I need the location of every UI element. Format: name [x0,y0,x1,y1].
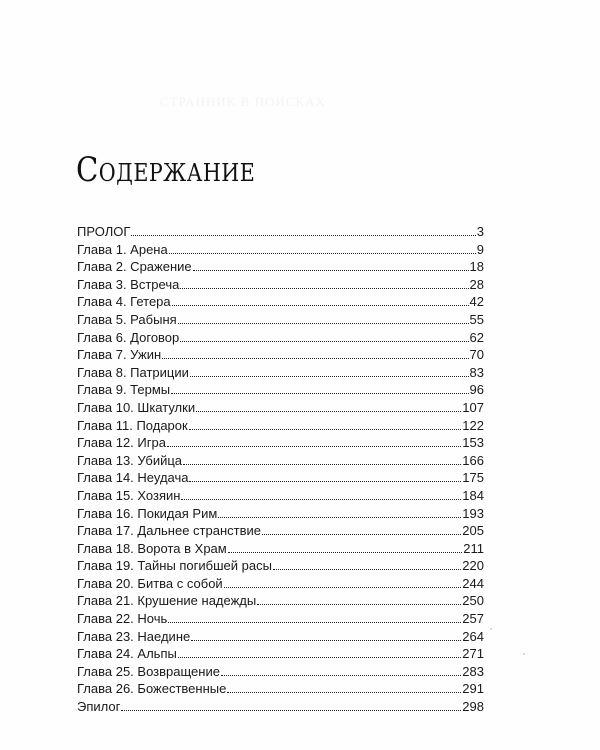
dot-leader [193,270,469,271]
toc-entry-title: Глава 21. Крушение надежды [77,593,257,609]
toc-entry [77,487,484,505]
toc-entry-title: Глава 13. Убийца [77,452,183,468]
paper-speck [490,628,492,630]
toc-entry-title: ПРОЛОГ [77,224,131,239]
toc-entry-page-number: 298 [462,699,484,715]
toc-entry-title: Глава 18. Ворота в Храм [77,540,227,556]
toc-entry-page-number: 28 [469,276,484,292]
toc-entry-title: Глава 15. Хозяин [77,487,181,503]
toc-entry-page-number: 193 [462,505,484,521]
toc-entry-page-number: 264 [462,628,484,644]
toc-entry [77,522,484,540]
toc-entry-page-number: 107 [462,399,484,415]
toc-entry-title: Глава 8. Патриции [77,364,189,380]
page-title: Содержание [76,150,256,190]
toc-entry-page-number: 122 [462,417,484,433]
toc-entry [77,505,484,523]
toc-entry [77,223,484,241]
toc-entry-title: Глава 17. Дальнее странствие [77,523,261,539]
dot-leader [172,305,469,306]
toc-entry-page-number: 42 [469,294,484,310]
toc-entry [77,381,484,399]
toc-entry [77,258,484,276]
dot-leader [228,552,463,553]
dot-leader [262,534,461,535]
toc-entry-title: Глава 1. Арена [77,241,168,257]
toc-entry-title: Глава 12. Игра [77,435,166,451]
toc-entry-page-number: 220 [462,558,484,574]
toc-entry-page-number: 244 [462,575,484,591]
toc-entry [77,452,484,470]
toc-entry [77,329,484,347]
toc-entry [77,698,484,716]
dot-leader [227,692,461,693]
toc-entry [77,575,484,593]
dot-leader [196,411,461,412]
dot-leader [257,604,461,605]
toc-entry-page-number: 70 [469,347,484,363]
toc-entry [77,434,484,452]
toc-entry [77,557,484,575]
toc-entry [77,645,484,663]
toc-entry-page-number: 257 [462,611,484,627]
toc-entry-page-number: 184 [462,487,484,503]
toc-entry-page-number: 96 [469,382,484,398]
toc-entry-title: Глава 14. Неудача [77,470,189,486]
toc-entry [77,241,484,259]
toc-entry-title: Глава 20. Битва с собой [77,575,223,591]
toc-entry [77,628,484,646]
toc-entry-title: Глава 23. Наедине [77,628,191,644]
toc-entry-page-number: 62 [469,329,484,345]
toc-entry-title: Глава 3. Встреча [77,276,180,292]
dot-leader [224,587,462,588]
dot-leader [178,323,469,324]
toc-entry-title: Глава 25. Возвращение [77,663,220,679]
toc-entry-title: Глава 7. Ужин [77,347,162,363]
dot-leader [183,464,461,465]
dot-leader [168,622,461,623]
toc-entry-title: Глава 6. Договор [77,329,180,345]
toc-entry-page-number: 153 [462,435,484,451]
dot-leader [131,235,475,236]
dot-leader [167,446,461,447]
dot-leader [121,710,461,711]
dot-leader [178,657,461,658]
toc-entry-title: Глава 22. Ночь [77,611,168,627]
toc-entry-page-number: 83 [469,364,484,380]
toc-entry-page-number: 271 [462,646,484,662]
dot-leader [218,517,461,518]
toc-entry-title: Глава 24. Альпы [77,646,177,662]
toc-entry [77,680,484,698]
toc-entry-page-number: 283 [462,663,484,679]
dot-leader [189,481,461,482]
toc-entry [77,311,484,329]
toc-entry [77,540,484,558]
toc-entry [77,469,484,487]
dot-leader [181,499,461,500]
dot-leader [221,675,461,676]
toc-entry [77,276,484,294]
toc-entry-page-number: 205 [462,523,484,539]
dot-leader [273,569,461,570]
toc-entry-title: Глава 2. Сражение [77,259,192,275]
toc-entry [77,293,484,311]
toc-entry [77,417,484,435]
toc-entry-title: Глава 4. Гетера [77,294,171,310]
dot-leader [171,393,468,394]
toc-entry-title: Глава 5. Рабыня [77,311,177,327]
dot-leader [180,288,468,289]
toc-entry-title: Глава 16. Покидая Рим [77,505,218,521]
toc-entry-page-number: 250 [462,593,484,609]
toc-entry-title: Глава 9. Термы [77,382,171,398]
toc-entry-title: Глава 10. Шкатулки [77,399,196,415]
toc-entry-page-number: 18 [469,259,484,275]
dot-leader [189,429,462,430]
toc-entry-title: Эпилог [77,699,121,715]
toc-entry-page-number: 175 [462,470,484,486]
table-of-contents [77,223,484,716]
toc-entry [77,364,484,382]
toc-entry [77,346,484,364]
toc-entry-title: Глава 26. Божественные [77,681,227,697]
dot-leader [190,376,469,377]
show-through-text: СТРАННИК В ПОИСКАХ [160,94,326,109]
toc-entry-title: Глава 11. Подарок [77,417,188,433]
dot-leader [162,358,468,359]
toc-entry-page-number: 3 [476,224,484,239]
toc-entry-page-number: 9 [476,241,484,257]
toc-entry-page-number: 211 [463,540,484,556]
toc-entry-page-number: 166 [462,452,484,468]
toc-entry [77,592,484,610]
paper-speck [523,653,525,655]
dot-leader [169,253,476,254]
toc-entry-title: Глава 19. Тайны погибшей расы [77,558,272,574]
toc-entry-page-number: 55 [469,311,484,327]
toc-entry [77,399,484,417]
toc-entry [77,610,484,628]
toc-entry [77,663,484,681]
toc-entry-page-number: 291 [462,681,484,697]
dot-leader [191,640,461,641]
dot-leader [180,341,468,342]
